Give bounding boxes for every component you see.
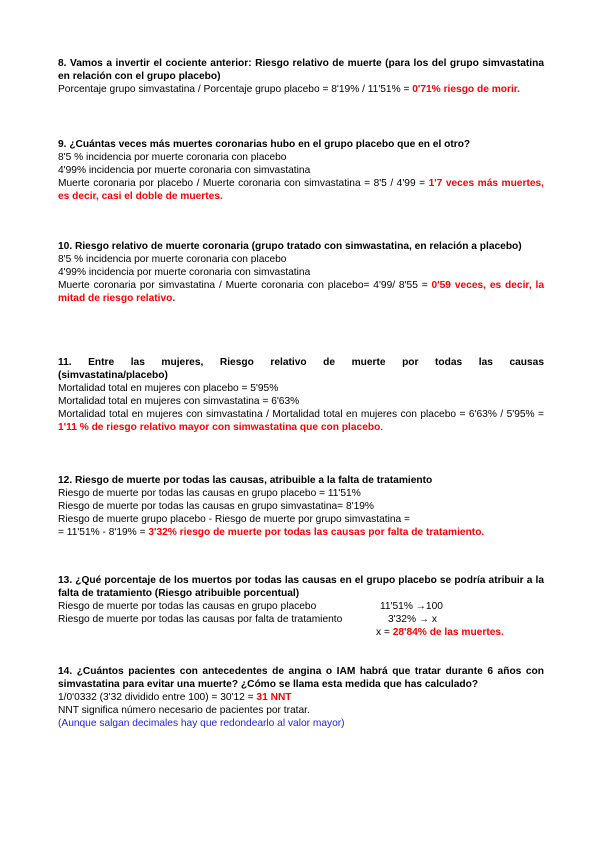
- question-10-title: 10. Riesgo relativo de muerte coronaria (grupo tratado con simwastatina, en relación a placebo): [58, 241, 522, 252]
- question-13-row-2: [58, 613, 544, 626]
- question-9-answer: 1'7 veces más muertes, es decir, casi el doble de muertes.: [58, 178, 544, 202]
- question-10-answer: 0'59 veces, es decir, la mitad de riesgo relativo.: [58, 280, 544, 304]
- question-14-formula: 1/0'0332 (3'32 dividido entre 100) = 30'12 =: [58, 692, 257, 703]
- question-14-answer: 31 NNT: [256, 692, 292, 703]
- question-12-title: 12. Riesgo de muerte por todas las causas, atribuible a la falta de tratamiento: [58, 475, 433, 486]
- question-13-row-1-label: Riesgo de muerte por todas las causas en grupo placebo: [58, 601, 317, 612]
- question-9: [58, 138, 544, 203]
- question-13-row-2-value: 3'32% → x: [388, 614, 437, 625]
- question-11-end: .: [380, 422, 384, 433]
- question-11-line-2: Mortalidad total en mujeres con simvastatina = 6'63%: [58, 396, 300, 407]
- question-12-answer: 3'32% riesgo de muerte por todas las causas por falta de tratamiento.: [148, 527, 485, 538]
- question-11-title: 11. Entre las mujeres, Riesgo relativo de muerte por todas las causas (simvastatina/placebo): [58, 357, 544, 381]
- question-11-formula: Mortalidad total en mujeres con simvastatina / Mortalidad total en mujeres con placebo = 6'63% / 5'95% =: [58, 409, 544, 420]
- question-14-line-2: NNT significa número necesario de pacientes por tratar.: [58, 705, 310, 716]
- question-9-title: 9. ¿Cuántas veces más muertes coronarias hubo en el grupo placebo que en el otro?: [58, 139, 471, 150]
- question-8-body: [58, 83, 544, 96]
- question-13-row-3: [58, 626, 544, 639]
- question-8: [58, 57, 544, 96]
- question-9-line-3: [58, 177, 544, 203]
- question-12-line-2: Riesgo de muerte por todas las causas en grupo simvastatina= 8'19%: [58, 501, 374, 512]
- question-11: [58, 356, 544, 434]
- question-13-title: 13. ¿Qué porcentaje de los muertos por todas las causas en el grupo placebo se podría atribuir a la falta de tratamiento (Riesgo atribuible porcentual): [58, 575, 544, 599]
- question-8-formula: Porcentaje grupo simvastatina / Porcentaje grupo placebo = 8'19% / 11'51% =: [58, 84, 413, 95]
- question-13-row-2-label: Riesgo de muerte por todas las causas por falta de tratamiento: [58, 614, 343, 625]
- question-9-formula: Muerte coronaria por placebo / Muerte coronaria con simvastatina = 8'5 / 4'99 =: [58, 178, 429, 189]
- question-9-line-2: 4'99% incidencia por muerte coronaria con simvastatina: [58, 165, 311, 176]
- question-12-line-3: Riesgo de muerte grupo placebo - Riesgo de muerte por grupo simvastatina =: [58, 514, 410, 525]
- question-14-note: (Aunque salgan decimales hay que redondearlo al valor mayor): [58, 718, 345, 729]
- question-14: [58, 665, 544, 730]
- question-10: [58, 240, 544, 305]
- question-12-formula: = 11'51% - 8'19% =: [58, 527, 149, 538]
- question-8-answer: 0'71% riesgo de morir.: [412, 84, 521, 95]
- question-14-line-1: [58, 691, 544, 704]
- question-13-result: [376, 626, 504, 639]
- question-10-line-3: [58, 279, 544, 305]
- question-11-line-3: [58, 408, 544, 434]
- question-12-line-4: [58, 526, 544, 539]
- question-8-title: 8. Vamos a invertir el cociente anterior: Riesgo relativo de muerte (para los del grupo simvastatina en relación con el grupo placebo): [58, 58, 544, 82]
- question-12-line-1: Riesgo de muerte por todas las causas en grupo placebo = 11'51%: [58, 488, 361, 499]
- question-14-title: 14. ¿Cuántos pacientes con antecedentes de angina o IAM habrá que tratar durante 6 años con simvastatina para evitar una muerte? ¿Cómo se llama esta medida que has calculado?: [58, 666, 544, 690]
- question-10-line-1: 8'5 % incidencia por muerte coronaria con placebo: [58, 254, 287, 265]
- question-9-line-1: 8'5 % incidencia por muerte coronaria con placebo: [58, 152, 287, 163]
- question-11-answer: 1'11 % de riesgo relativo mayor con simwastatina que con placebo: [58, 422, 381, 433]
- question-10-line-2: 4'99% incidencia por muerte coronaria con simvastatina: [58, 267, 311, 278]
- question-13-answer: 28'84% de las muertes.: [392, 627, 504, 638]
- question-12: [58, 474, 544, 539]
- question-13: [58, 574, 544, 639]
- question-13-row-1: [58, 600, 544, 613]
- question-13-result-prefix: x =: [376, 627, 393, 638]
- question-13-row-1-value: 11'51% →100: [380, 601, 443, 612]
- question-11-line-1: Mortalidad total en mujeres con placebo = 5'95%: [58, 383, 279, 394]
- question-10-formula: Muerte coronaria por simvastatina / Muerte coronaria con placebo= 4'99/ 8'55 =: [58, 280, 432, 291]
